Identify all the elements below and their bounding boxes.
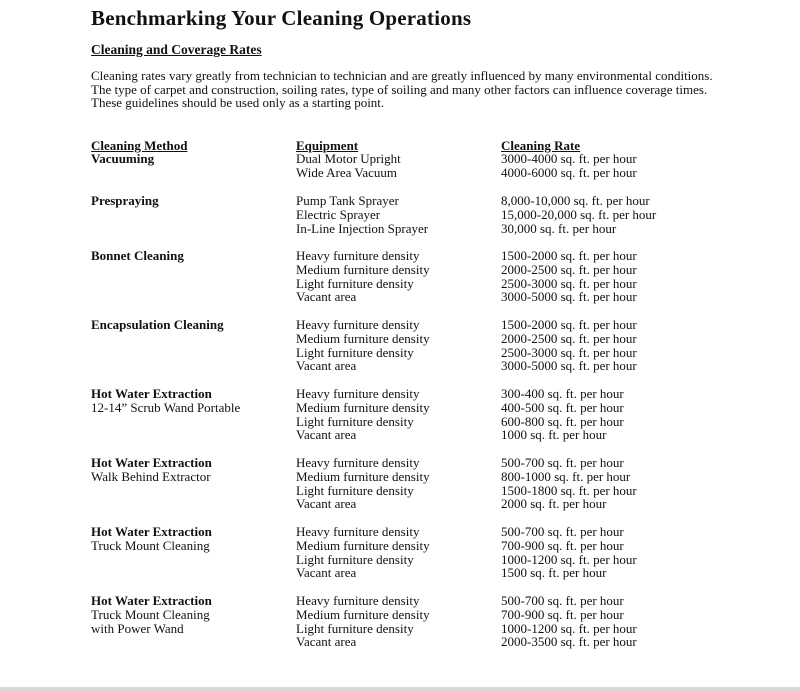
rate-value: 800-1000 sq. ft. per hour (501, 468, 631, 484)
equipment-item: Medium furniture density (296, 399, 430, 415)
method-detail: Truck Mount Cleaning (91, 606, 210, 622)
equipment-cell (296, 318, 430, 373)
rate-value: 600-800 sq. ft. per hour (501, 413, 624, 429)
equipment-item: Medium furniture density (296, 261, 430, 277)
equipment-item: Vacant area (296, 427, 357, 443)
equipment-item: Light furniture density (296, 275, 414, 291)
equipment-item: Vacant area (296, 565, 357, 581)
method-detail: Walk Behind Extractor (91, 468, 211, 484)
equipment-item: Wide Area Vacuum (296, 164, 398, 180)
equipment-item: Light furniture density (296, 620, 414, 636)
rate-cell (501, 152, 637, 180)
equipment-item: Vacant area (296, 358, 357, 374)
method-cell (91, 152, 154, 166)
rate-value: 500-700 sq. ft. per hour (501, 455, 624, 470)
equipment-item: Heavy furniture density (296, 593, 420, 608)
rate-value: 2000 sq. ft. per hour (501, 496, 607, 512)
equipment-item: Light furniture density (296, 482, 414, 498)
method-name: Vacuuming (91, 151, 155, 166)
equipment-item: Vacant area (296, 496, 357, 512)
method-cell (91, 456, 212, 484)
method-cell (91, 594, 212, 635)
rate-value: 2000-2500 sq. ft. per hour (501, 261, 637, 277)
equipment-item: Vacant area (296, 634, 357, 650)
header-equipment: Equipment (296, 138, 359, 153)
method-cell (91, 387, 240, 415)
rate-value: 700-900 sq. ft. per hour (501, 537, 624, 553)
equipment-item: Heavy furniture density (296, 317, 420, 332)
header-cleaning-rate: Cleaning Rate (501, 138, 581, 153)
method-name: Hot Water Extraction (91, 386, 212, 401)
rate-value: 3000-5000 sq. ft. per hour (501, 358, 637, 374)
equipment-item: Medium furniture density (296, 537, 430, 553)
rate-value: 400-500 sq. ft. per hour (501, 399, 624, 415)
equipment-item: Medium furniture density (296, 468, 430, 484)
rate-value: 15,000-20,000 sq. ft. per hour (501, 206, 657, 222)
method-name: Bonnet Cleaning (91, 248, 184, 263)
rate-cell (501, 594, 637, 649)
equipment-item: Heavy furniture density (296, 386, 420, 401)
equipment-cell (296, 594, 430, 649)
rate-value: 500-700 sq. ft. per hour (501, 593, 624, 608)
bottom-divider (0, 687, 800, 691)
rate-value: 2000-3500 sq. ft. per hour (501, 634, 637, 650)
equipment-item: Medium furniture density (296, 606, 430, 622)
rate-value: 2500-3000 sq. ft. per hour (501, 344, 637, 360)
method-cell (91, 194, 159, 208)
rate-value: 300-400 sq. ft. per hour (501, 386, 624, 401)
rate-cell (501, 456, 637, 511)
rate-value: 3000-5000 sq. ft. per hour (501, 289, 637, 305)
method-name: Hot Water Extraction (91, 524, 212, 539)
intro-paragraph: Cleaning rates vary greatly from technician to technician and are greatly influenced by many environmental conditions. The type of carpet and construction, soiling rates, type of soiling and many other factors can influence coverage times. These guidelines should be used only as a starting point. (91, 68, 713, 110)
method-detail: Truck Mount Cleaning (91, 537, 210, 553)
method-detail: 12-14” Scrub Wand Portable (91, 399, 241, 415)
equipment-item: Electric Sprayer (296, 206, 381, 222)
rate-cell (501, 318, 637, 373)
rate-value: 30,000 sq. ft. per hour (501, 220, 617, 236)
equipment-item: In-Line Injection Sprayer (296, 220, 429, 236)
method-cell (91, 249, 184, 263)
method-detail: with Power Wand (91, 620, 184, 636)
rate-value: 4000-6000 sq. ft. per hour (501, 164, 637, 180)
equipment-item: Light furniture density (296, 344, 414, 360)
rate-cell (501, 194, 656, 235)
rate-value: 2500-3000 sq. ft. per hour (501, 275, 637, 291)
equipment-item: Light furniture density (296, 413, 414, 429)
equipment-cell (296, 152, 401, 180)
equipment-item: Vacant area (296, 289, 357, 305)
method-cell (91, 525, 212, 553)
equipment-item: Heavy furniture density (296, 524, 420, 539)
equipment-cell (296, 194, 428, 235)
rate-value: 1500-1800 sq. ft. per hour (501, 482, 637, 498)
equipment-cell (296, 525, 430, 580)
equipment-item: Dual Motor Upright (296, 151, 401, 166)
method-cell (91, 318, 224, 332)
rate-value: 1500-2000 sq. ft. per hour (501, 248, 637, 263)
header-cleaning-method: Cleaning Method (91, 138, 188, 153)
equipment-item: Medium furniture density (296, 330, 430, 346)
rate-value: 1500 sq. ft. per hour (501, 565, 607, 581)
rate-value: 500-700 sq. ft. per hour (501, 524, 624, 539)
rate-cell (501, 525, 637, 580)
method-name: Prespraying (91, 193, 159, 208)
section-heading: Cleaning and Coverage Rates (91, 42, 262, 57)
method-name: Hot Water Extraction (91, 455, 212, 470)
equipment-item: Heavy furniture density (296, 455, 420, 470)
rate-value: 3000-4000 sq. ft. per hour (501, 151, 637, 166)
equipment-item: Heavy furniture density (296, 248, 420, 263)
rate-cell (501, 249, 637, 304)
equipment-cell (296, 387, 430, 442)
rate-value: 1000-1200 sq. ft. per hour (501, 620, 637, 636)
method-name: Encapsulation Cleaning (91, 317, 224, 332)
rate-value: 8,000-10,000 sq. ft. per hour (501, 193, 650, 208)
rate-value: 700-900 sq. ft. per hour (501, 606, 624, 622)
rate-value: 1000-1200 sq. ft. per hour (501, 551, 637, 567)
document-title: Benchmarking Your Cleaning Operations (91, 6, 472, 30)
equipment-cell (296, 249, 430, 304)
method-name: Hot Water Extraction (91, 593, 212, 608)
equipment-item: Pump Tank Sprayer (296, 193, 399, 208)
rate-value: 1500-2000 sq. ft. per hour (501, 317, 637, 332)
rate-cell (501, 387, 624, 442)
rate-value: 2000-2500 sq. ft. per hour (501, 330, 637, 346)
rate-value: 1000 sq. ft. per hour (501, 427, 607, 443)
equipment-item: Light furniture density (296, 551, 414, 567)
equipment-cell (296, 456, 430, 511)
